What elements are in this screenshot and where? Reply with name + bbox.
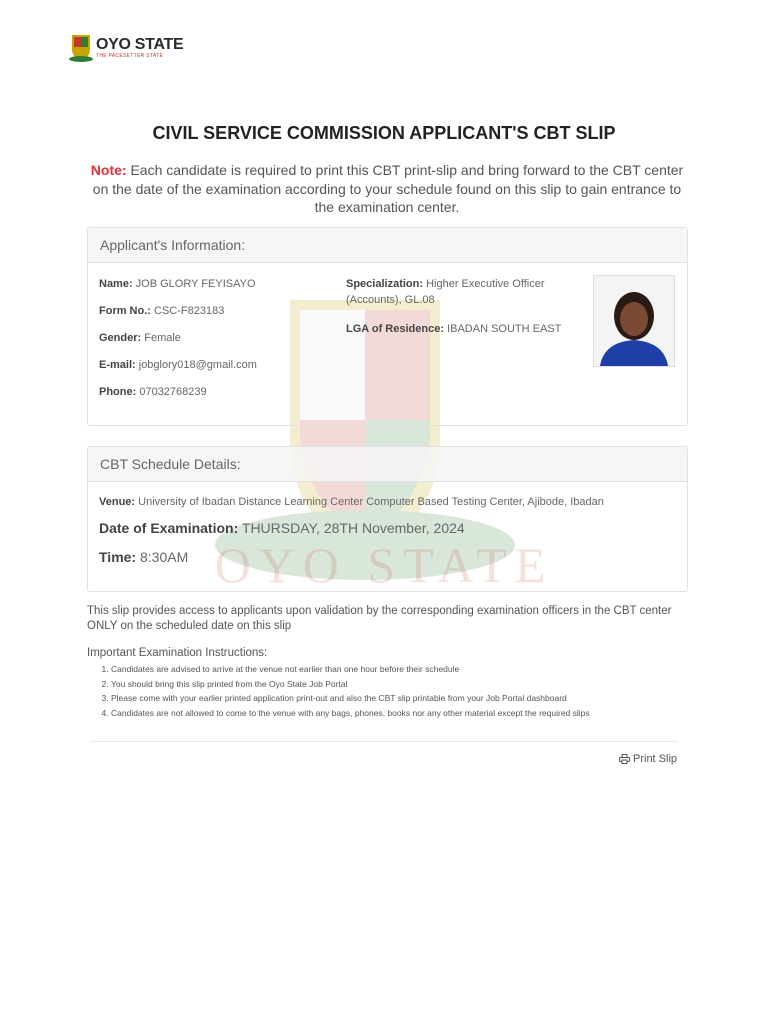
specialization-label: Specialization: bbox=[346, 278, 424, 290]
instructions-title: Important Examination Instructions: bbox=[87, 647, 268, 659]
logo-name: OYO STATE bbox=[96, 36, 184, 53]
applicant-photo bbox=[593, 275, 675, 367]
print-slip-label: Print Slip bbox=[633, 753, 678, 765]
page-title: CIVIL SERVICE COMMISSION APPLICANT'S CBT SLIP bbox=[152, 123, 616, 143]
exam-time-label: Time: bbox=[99, 549, 137, 565]
note-text: Each candidate is required to print this CBT print-slip and bring forward to the CBT center on the date of the examination according to your schedule found on this slip to gain entrance to the examination center. bbox=[92, 162, 684, 215]
email-field bbox=[99, 357, 257, 373]
instruction-item: 3. Please come with your earlier printed application print-out and also the CBT slip printable from your Job Portal dashboard bbox=[111, 691, 590, 706]
print-icon bbox=[619, 754, 630, 764]
exam-date-field bbox=[99, 520, 465, 536]
gender-label: Gender: bbox=[99, 332, 142, 344]
schedule-panel bbox=[87, 446, 688, 592]
exam-date-value: THURSDAY, 28TH November, 2024 bbox=[238, 520, 465, 536]
exam-time-value: 8:30AM bbox=[136, 549, 189, 565]
instruction-item: 1. Candidates are advised to arrive at the venue not earlier than one hour before their schedule bbox=[111, 662, 590, 677]
name-label: Name: bbox=[99, 278, 133, 290]
instruction-item: 4. Candidates are not allowed to come to the venue with any bags, phones, books nor any other material except the required slips bbox=[111, 706, 590, 721]
exam-time-field bbox=[99, 549, 188, 565]
email-label: E-mail: bbox=[99, 359, 136, 371]
specialization-value: Higher Executive Officer (Accounts), GL.08 bbox=[346, 278, 545, 306]
divider bbox=[90, 741, 678, 742]
form-no-label: Form No.: bbox=[99, 305, 151, 317]
lga-value: IBADAN SOUTH EAST bbox=[444, 323, 562, 335]
specialization-field bbox=[346, 276, 561, 308]
venue-field bbox=[99, 494, 604, 510]
lga-field bbox=[346, 321, 561, 337]
form-no-field bbox=[99, 303, 224, 319]
crest-icon bbox=[68, 33, 94, 63]
venue-label: Venue: bbox=[99, 496, 136, 508]
venue-value: University of Ibadan Distance Learning Center Computer Based Testing Center, Ajibode, Ibadan bbox=[135, 496, 604, 508]
phone-label: Phone: bbox=[99, 386, 137, 398]
avatar-icon bbox=[594, 276, 674, 366]
phone-field bbox=[99, 384, 207, 400]
form-no-value: CSC-F823183 bbox=[150, 305, 225, 317]
note-label: Note: bbox=[90, 162, 127, 178]
gender-value: Female bbox=[141, 332, 181, 344]
instructions-list bbox=[87, 662, 590, 720]
exam-date-label: Date of Examination: bbox=[99, 520, 239, 536]
name-field bbox=[99, 276, 256, 292]
instruction-item: 2. You should bring this slip printed from the Oyo State Job Portal bbox=[111, 677, 590, 692]
note bbox=[87, 161, 687, 217]
print-slip-button[interactable] bbox=[619, 753, 677, 765]
gender-field bbox=[99, 330, 181, 346]
name-value: JOB GLORY FEYISAYO bbox=[132, 278, 256, 290]
email-value: jobglory018@gmail.com bbox=[135, 359, 257, 371]
oyo-state-logo bbox=[68, 33, 183, 63]
lga-label: LGA of Residence: bbox=[346, 323, 444, 335]
schedule-heading: CBT Schedule Details: bbox=[88, 447, 687, 482]
phone-value: 07032768239 bbox=[136, 386, 207, 398]
access-notice: This slip provides access to applicants upon validation by the corresponding examination officers in the CBT center ONLY on the scheduled date on this slip bbox=[87, 605, 672, 632]
watermark-text: OYO STATE bbox=[214, 537, 554, 593]
logo-tagline: THE PACESETTER STATE bbox=[96, 53, 164, 59]
applicant-info-heading: Applicant's Information: bbox=[88, 228, 687, 263]
